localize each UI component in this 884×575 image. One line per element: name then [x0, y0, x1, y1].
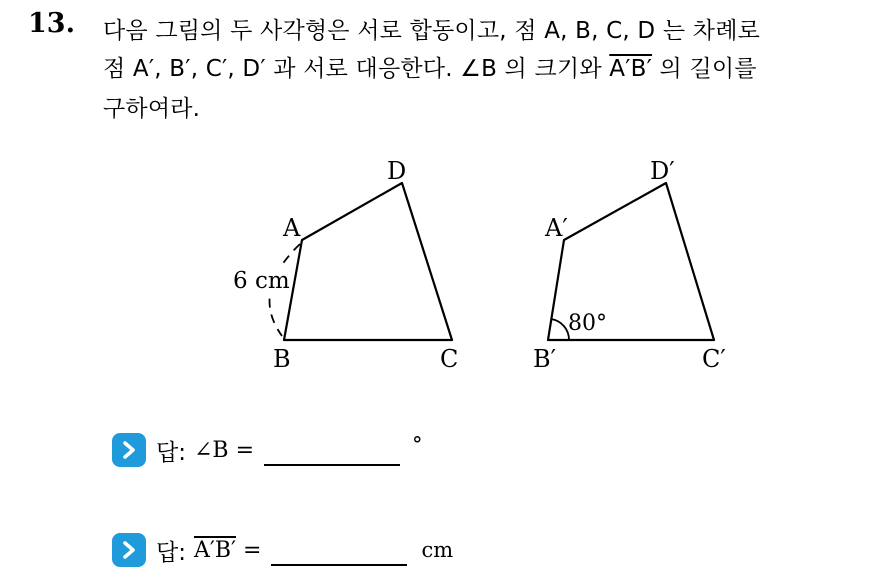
answer-row-angle — [112, 430, 423, 470]
answer-equals-sign: = — [236, 537, 262, 563]
question-number: 13. — [28, 8, 75, 39]
chevron-right-icon — [112, 433, 146, 467]
vertex-label-d: D — [387, 157, 407, 185]
answer-label: 답: — [156, 539, 186, 566]
answer-expression-segment — [194, 538, 261, 563]
answer-unit-cm: cm — [421, 538, 454, 562]
question-text-line-2b: 의 길이를 — [652, 56, 757, 82]
question-text-line-3: 구하여라. — [103, 96, 201, 122]
angle-b-prime-arc — [551, 319, 569, 340]
vertex-label-d-prime: D′ — [650, 157, 675, 185]
question-text-line-1: 다음 그림의 두 사각형은 서로 합동이고, 점 A, B, C, D 는 차례로 — [103, 18, 761, 44]
segment-a-prime-b-prime: A′B′ — [609, 56, 653, 82]
answer-label: 답: — [156, 439, 186, 466]
answer-unit-degree: ° — [412, 433, 423, 457]
chevron-right-icon — [112, 533, 146, 567]
quadrilateral-abcd — [284, 183, 452, 340]
answer-blank-length[interactable] — [271, 534, 407, 566]
angle-b-prime-label: 80° — [568, 311, 607, 336]
vertex-label-b-prime: B′ — [533, 345, 557, 373]
answer-row-length — [112, 530, 453, 570]
vertex-label-c-prime: C′ — [702, 345, 726, 373]
side-ab-length-label: 6 cm — [233, 268, 290, 294]
answer-expression-angle-b: ∠B = — [193, 437, 254, 463]
vertex-label-b: B — [273, 345, 291, 373]
answer-blank-angle[interactable] — [264, 434, 400, 466]
question-text-line-2a: 점 A′, B′, C′, D′ 과 서로 대응한다. ∠B 의 크기와 — [103, 56, 610, 82]
vertex-label-a: A — [283, 214, 301, 242]
answer-segment-a-prime-b-prime: A′B′ — [193, 537, 237, 563]
vertex-label-c: C — [440, 345, 459, 373]
vertex-label-a-prime: A′ — [545, 214, 568, 242]
